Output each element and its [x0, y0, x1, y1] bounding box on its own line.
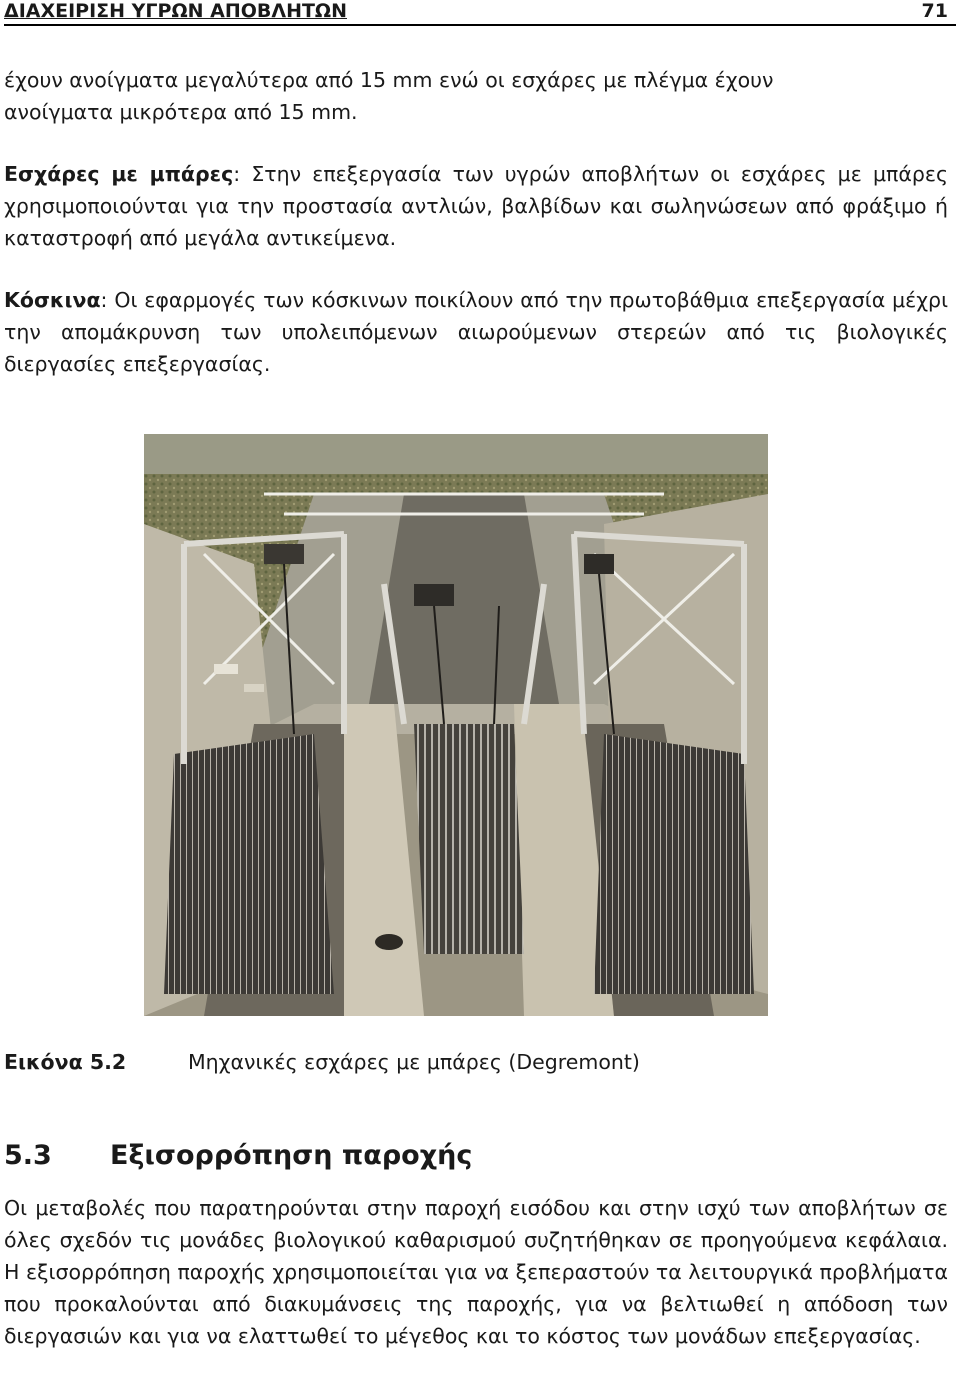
sieves-text: : Οι εφαρμογές των κόσκινων ποικίλουν από την πρωτοβάθμια επεξεργασία μέχρι την απομάκρυνση των υπολειπόμενων αιωρούμενων στερεών από τις βιολογικές διεργασίες επεξεργασίας.	[4, 288, 948, 376]
intro-line-2: ανοίγματα μικρότερα από 15 mm.	[4, 100, 358, 124]
bar-screens-term: Εσχάρες με μπάρες	[4, 162, 234, 186]
running-header	[4, 0, 956, 26]
page-number: 71	[921, 0, 948, 22]
sieves-term: Κόσκινα	[4, 288, 101, 312]
bar-screens-text: : Στην επεξεργασία των υγρών αποβλήτων οι εσχάρες με μπάρες χρησιμοποιούνται για την προστασία αντλιών, βαλβίδων και σωληνώσεων από φράξιμο ή καταστροφή από μεγάλα αντικείμενα.	[4, 162, 948, 250]
intro-line-1: έχουν ανοίγματα μεγαλύτερα από 15 mm ενώ οι εσχάρες με πλέγμα έχουν	[4, 68, 774, 92]
bar-screens-paragraph	[4, 158, 948, 254]
bar-screens-photo	[144, 434, 768, 1016]
section-title: Εξισορρόπηση παροχής	[110, 1140, 473, 1171]
section-number: 5.3	[4, 1140, 52, 1171]
figure-caption: Μηχανικές εσχάρες με μπάρες (Degremont)	[188, 1050, 640, 1074]
flow-equalization-paragraph: Οι μεταβολές που παρατηρούνται στην παροχή εισόδου και στην ισχύ των αποβλήτων σε όλες σχεδόν τις μονάδες βιολογικού καθαρισμού συζητήθηκαν σε προηγούμενα κεφάλαια. Η εξισορρόπηση παροχής χρησιμοποιείται για να ξεπεραστούν τα λειτουργικά προβλήματα που προκαλούνται από διακυμάνσεις της παροχής, για να βελτιωθεί η απόδοση των διεργασιών και για να ελαττωθεί το μέγεθος και το κόστος των μονάδων επεξεργασίας.	[4, 1196, 948, 1348]
figure-label: Εικόνα 5.2	[4, 1050, 127, 1074]
header-title: ΔΙΑΧΕΙΡΙΣΗ ΥΓΡΩΝ ΑΠΟΒΛΗΤΩΝ	[4, 0, 347, 22]
sieves-paragraph	[4, 284, 948, 380]
